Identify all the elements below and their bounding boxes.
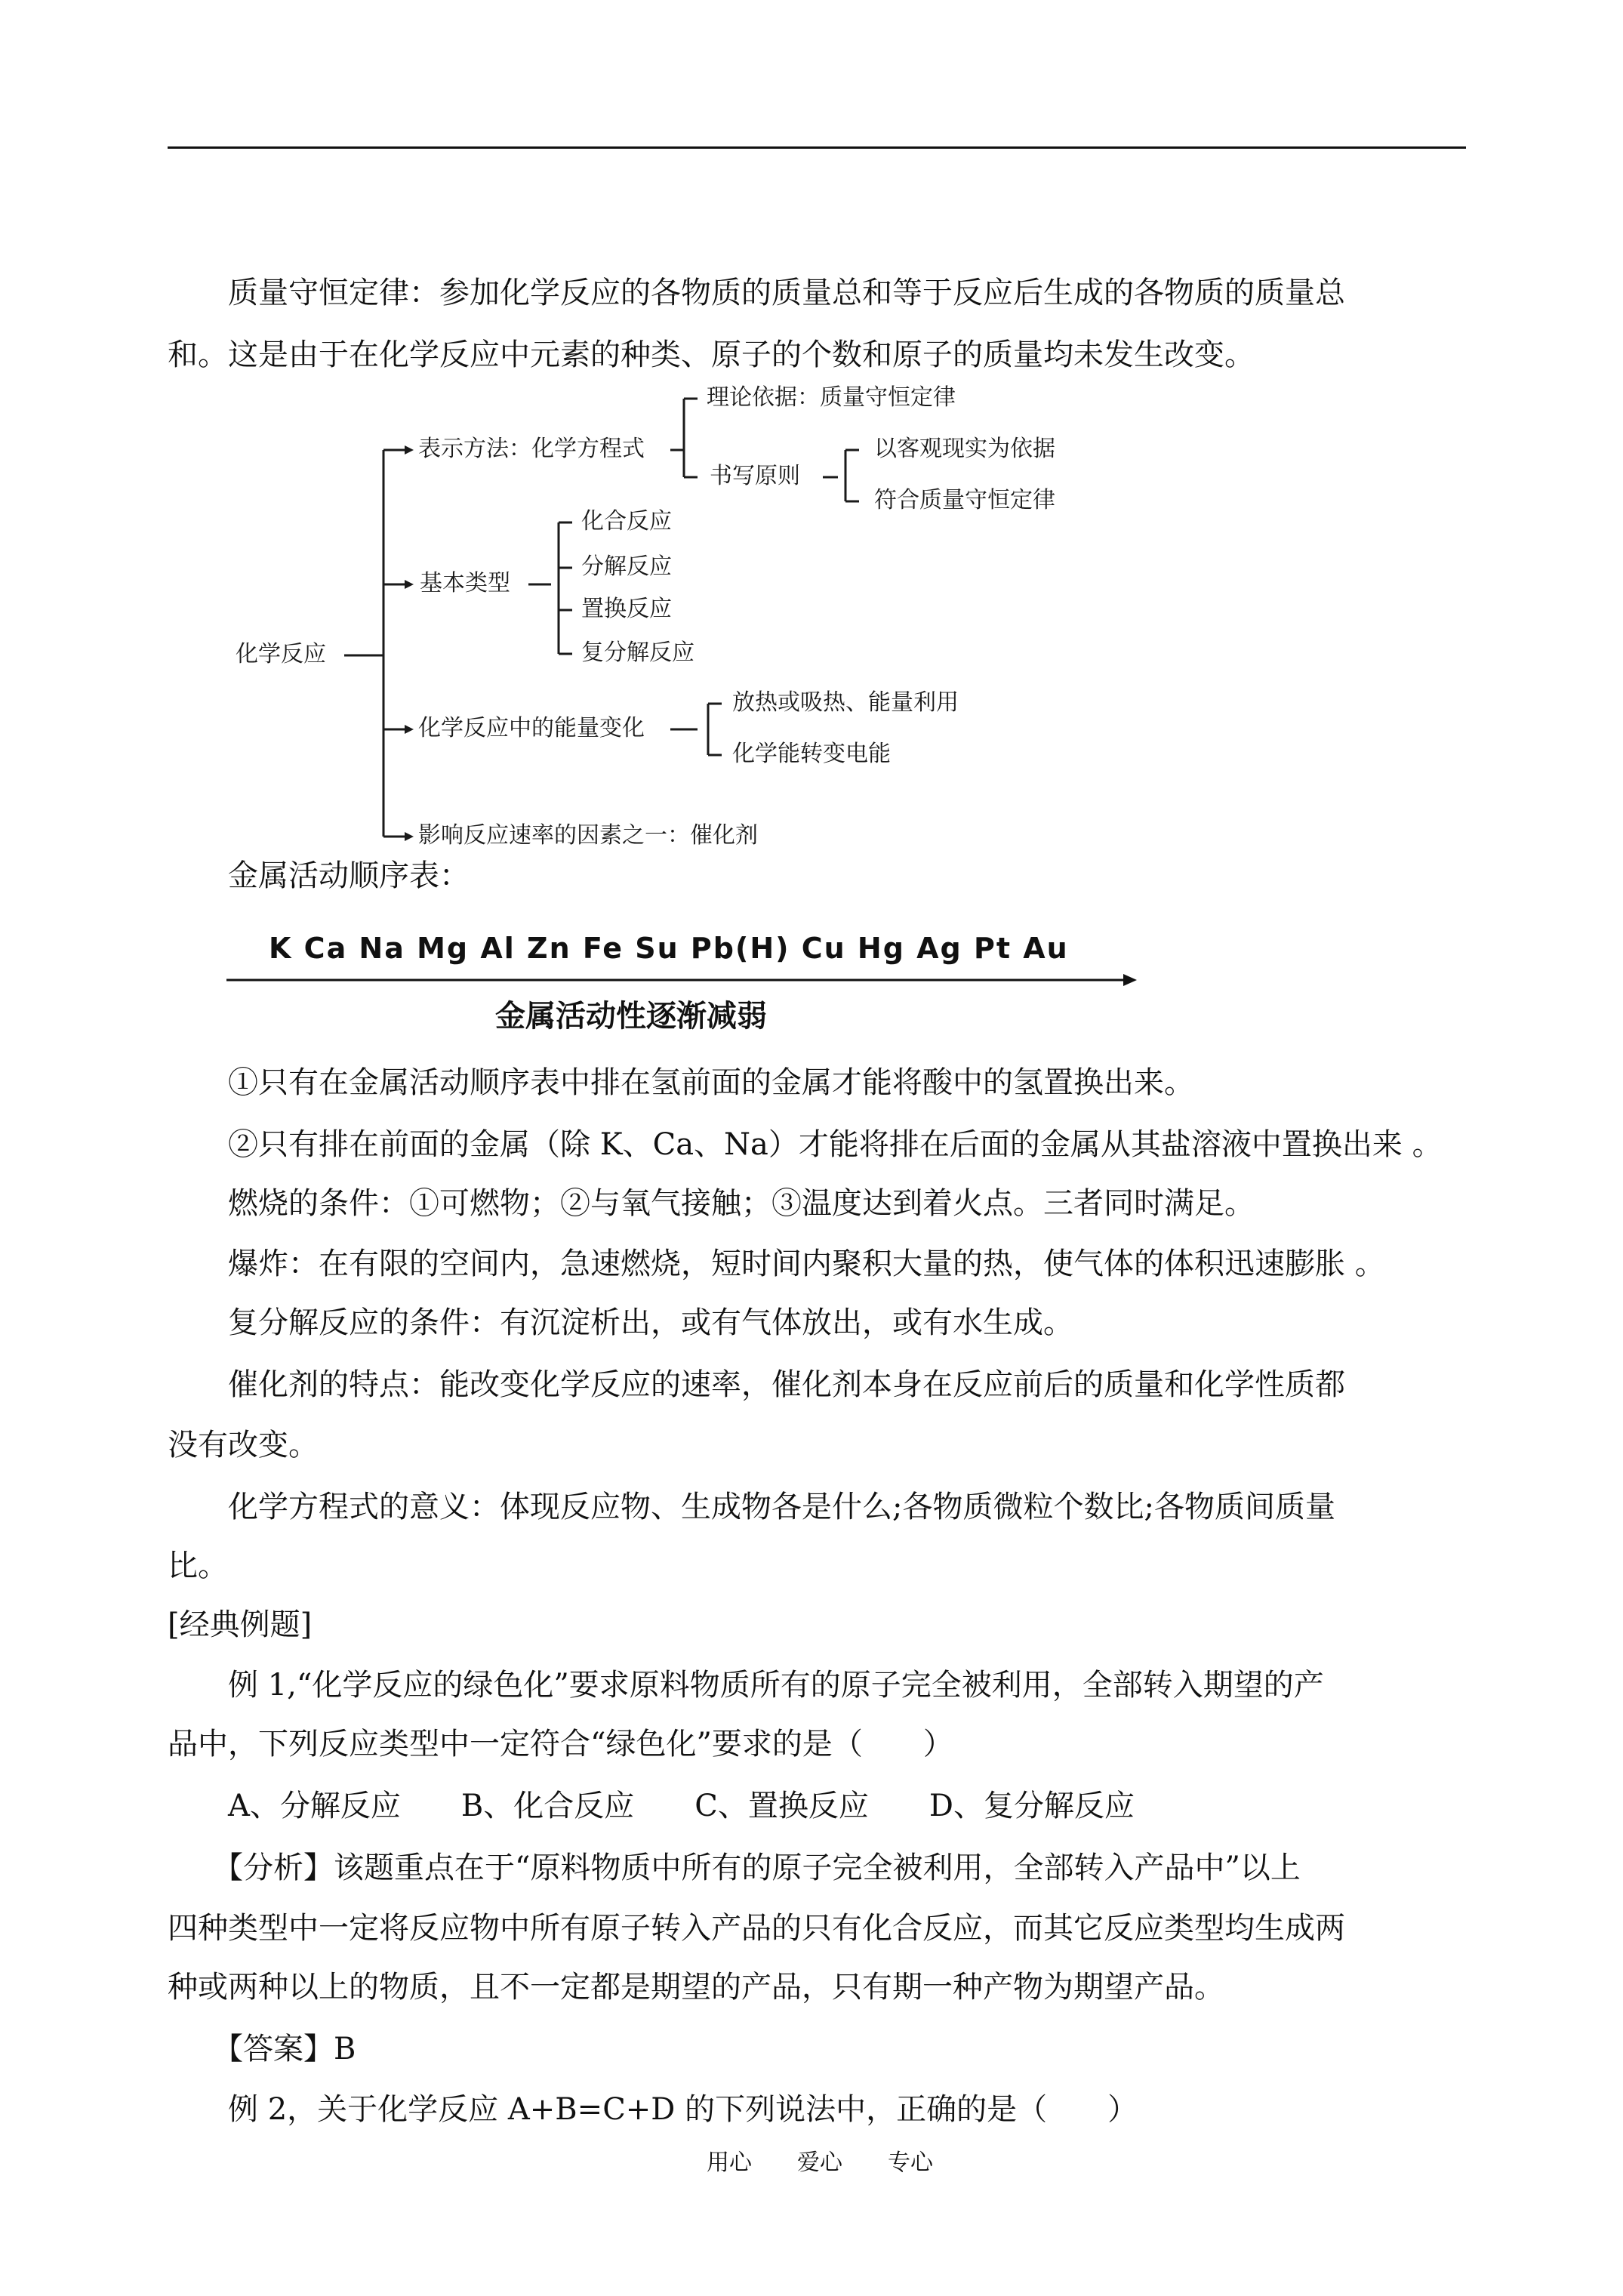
- catalyst-line-1: 催化剂的特点：能改变化学反应的速率，催化剂本身在反应前后的质量和化学性质都: [228, 1367, 1345, 1402]
- diagram-principle-2: 符合质量守恒定律: [874, 487, 1055, 513]
- diagram-root-chemical-reaction: 化学反应: [236, 641, 326, 667]
- combustion-conditions: 燃烧的条件：①可燃物；②与氧气接触；③温度达到着火点。三者同时满足。: [228, 1186, 1255, 1221]
- diagram-principle-1: 以客观现实为依据: [874, 436, 1055, 462]
- example-1-options: A、分解反应 B、化合反应 C、置换反应 D、复分解反应: [228, 1789, 1135, 1823]
- diagram-energy-2: 化学能转变电能: [732, 741, 891, 767]
- page-footer: [707, 2152, 933, 2174]
- footer-item-2: 爱心: [797, 2150, 842, 2176]
- diagram-representation-method: 表示方法：化学方程式: [418, 436, 645, 462]
- footer-item-1: 用心: [707, 2150, 752, 2176]
- header-rule: [168, 146, 1466, 149]
- catalyst-line-2: 没有改变。: [168, 1428, 319, 1462]
- diagram-type-displacement: 置换反应: [581, 596, 672, 622]
- double-decomposition-conditions: 复分解反应的条件：有沉淀析出，或有气体放出，或有水生成。: [228, 1305, 1073, 1340]
- diagram-type-combination: 化合反应: [581, 508, 672, 535]
- rule-1: ①只有在金属活动顺序表中排在氢前面的金属才能将酸中的氢置换出来。: [228, 1065, 1194, 1100]
- explosion-definition: 爆炸：在有限的空间内，急速燃烧，短时间内聚积大量的热，使气体的体积迅速膨胀 。: [228, 1247, 1385, 1281]
- example-1-line-2: 品中，下列反应类型中一定符合“绿色化”要求的是（ ）: [168, 1727, 953, 1761]
- example-2-line-1: 例 2，关于化学反应 A+B=C+D 的下列说法中，正确的是（ ）: [228, 2092, 1138, 2127]
- conservation-line-2: 和。这是由于在化学反应中元素的种类、原子的个数和原子的质量均未发生改变。: [168, 337, 1255, 372]
- diagram-energy-change: 化学反应中的能量变化: [418, 715, 645, 741]
- footer-item-3: 专心: [888, 2150, 933, 2176]
- diagram-energy-1: 放热或吸热、能量利用: [732, 689, 959, 716]
- equation-meaning-line-2: 比。: [168, 1549, 228, 1583]
- answer-line: 【答案】B: [213, 2032, 356, 2066]
- activity-series-heading: 金属活动顺序表：: [228, 858, 470, 893]
- conservation-line-1: 质量守恒定律：参加化学反应的各物质的质量总和等于反应后生成的各物质的质量总: [228, 276, 1345, 310]
- analysis-line-1: 【分析】该题重点在于“原料物质中所有的原子完全被利用，全部转入产品中”以上: [213, 1851, 1301, 1885]
- equation-meaning-line-1: 化学方程式的意义：体现反应物、生成物各是什么;各物质微粒个数比;各物质间质量: [228, 1490, 1335, 1524]
- activity-series-metals: K Ca Na Mg Al Zn Fe Su Pb(H) Cu Hg Ag Pt Au: [269, 932, 1069, 965]
- diagram-type-double-decomposition: 复分解反应: [581, 639, 694, 666]
- diagram-type-decomposition: 分解反应: [581, 553, 672, 580]
- diagram-theory-basis: 理论依据：质量守恒定律: [707, 384, 956, 411]
- activity-series-trend: 金属活动性逐渐减弱: [495, 999, 767, 1034]
- analysis-line-3: 种或两种以上的物质，且不一定都是期望的产品，只有期一种产物为期望产品。: [168, 1970, 1224, 2005]
- analysis-line-2: 四种类型中一定将反应物中所有原子转入产品的只有化合反应，而其它反应类型均生成两: [168, 1911, 1345, 1946]
- example-1-line-1: 例 1,“化学反应的绿色化”要求原料物质所有的原子完全被利用，全部转入期望的产: [228, 1668, 1324, 1703]
- diagram-basic-types: 基本类型: [420, 570, 510, 596]
- diagram-rate-factor: 影响反应速率的因素之一：催化剂: [418, 822, 758, 849]
- diagram-writing-principle: 书写原则: [710, 463, 800, 489]
- rule-2: ②只有排在前面的金属（除 K、Ca、Na）才能将排在后面的金属从其盐溶液中置换出来 。: [228, 1127, 1443, 1162]
- examples-heading: [经典例题]: [168, 1607, 313, 1642]
